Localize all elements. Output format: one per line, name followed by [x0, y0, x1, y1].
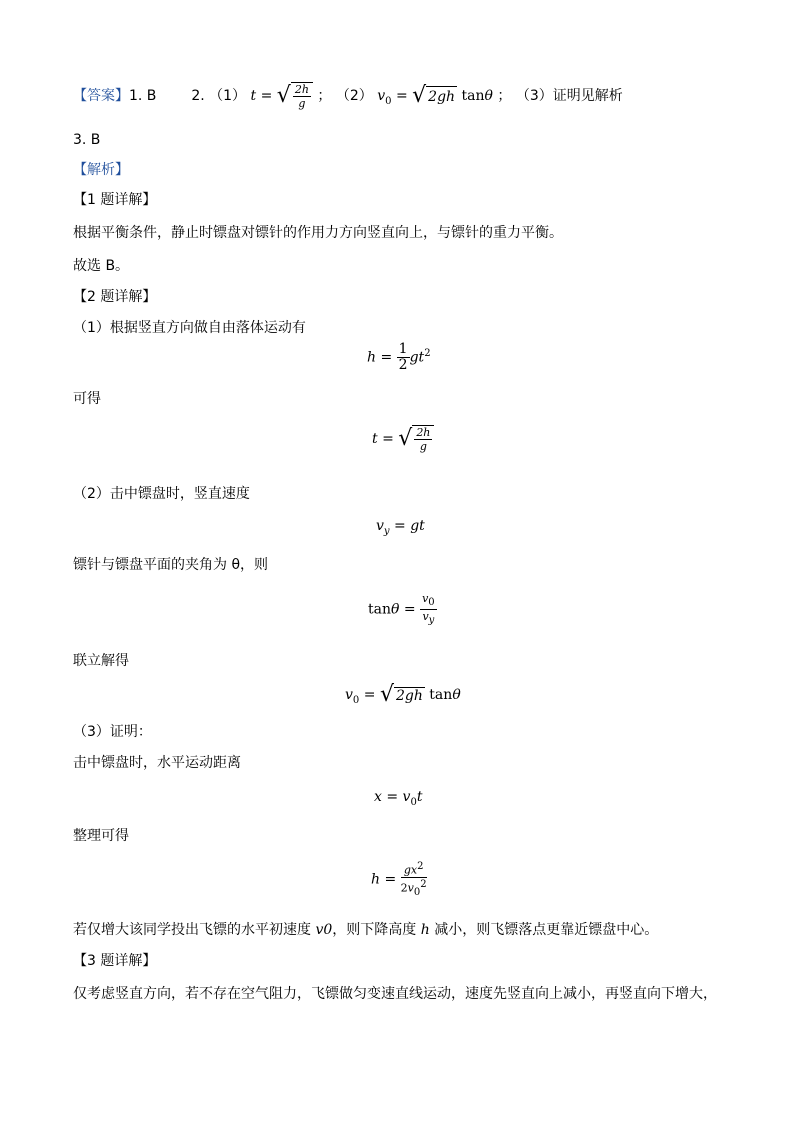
answer-sep1: ； — [317, 88, 332, 104]
q2-heading: 【2 题详解】 — [73, 289, 157, 305]
q2-p9-a: 若仅增大该同学投出飞镖的水平初速度 — [73, 922, 311, 938]
q2-p9-b: ，则下降高度 — [332, 922, 417, 938]
answer-sub3-text: 证明见解析 — [552, 88, 623, 104]
q1-text: 根据平衡条件，静止时镖盘对镖针的作用力方向竖直向上，与镖针的重力平衡。 — [73, 225, 563, 241]
equation-tan-theta: tanθ = $\frac{v_0}{v_y}$ — [368, 592, 435, 627]
answer-sub3-label: （3） — [515, 88, 553, 104]
q2-p4: 镖针与镖盘平面的夹角为 θ，则 — [73, 557, 269, 573]
q2-p6: （3）证明： — [73, 724, 152, 740]
answer-3: 3. B — [73, 132, 101, 148]
equation-t: t = √ $\frac{2h}{g}$ — [372, 425, 434, 453]
answer-sub2-label: （2） — [335, 88, 373, 104]
q2-p1: （1）根据竖直方向做自由落体运动有 — [73, 320, 306, 336]
q2-p7: 击中镖盘时，水平运动距离 — [73, 755, 241, 771]
equation-h-trajectory: h = $\frac{gx^2}{2v_0^2}$ — [371, 861, 427, 898]
equation-h-free-fall: h = $\frac{1}{2}$ $gt^2$ — [367, 341, 431, 373]
answer-part1: 1. B — [129, 88, 157, 104]
q2-p9-c: 减小，则飞镖落点更靠近镖盘中心。 — [434, 922, 659, 938]
equation-v0: $v_0$ = √ 2gh tanθ — [345, 682, 461, 707]
equation-x: $x = v_0t$ — [374, 789, 423, 808]
answer-sub1-formula: t = √ $\frac{2h}{g}$ — [251, 88, 318, 104]
answer-sub2-formula: $v_0$ = √ 2gh tanθ — [377, 83, 493, 108]
q3-text: 仅考虑竖直方向，若不存在空气阻力，飞镖做匀变速直线运动，速度先竖直向上减小，再竖直向下增大， — [73, 986, 717, 1002]
answer-line — [73, 82, 623, 112]
q1-conclusion: 故选 B。 — [73, 258, 130, 274]
q2-p8: 整理可得 — [73, 828, 129, 844]
analysis-label: 【解析】 — [73, 162, 129, 178]
answer-label: 【答案】 — [73, 88, 129, 104]
q2-p2: 可得 — [73, 391, 101, 407]
q2-p9 — [73, 920, 658, 940]
q3-heading: 【3 题详解】 — [73, 953, 157, 969]
q1-heading: 【1 题详解】 — [73, 192, 157, 208]
q2-p9-v0: v0 — [315, 922, 333, 938]
answer-sub1-label: （1） — [209, 88, 247, 104]
answer-part2-prefix: 2. — [191, 88, 205, 104]
answer-sep2: ； — [497, 88, 512, 104]
q2-p5: 联立解得 — [73, 653, 129, 669]
q2-p3: （2）击中镖盘时，竖直速度 — [73, 486, 250, 502]
q2-p9-h: h — [420, 922, 430, 938]
equation-vy: $v_y$ = gt — [376, 518, 425, 537]
